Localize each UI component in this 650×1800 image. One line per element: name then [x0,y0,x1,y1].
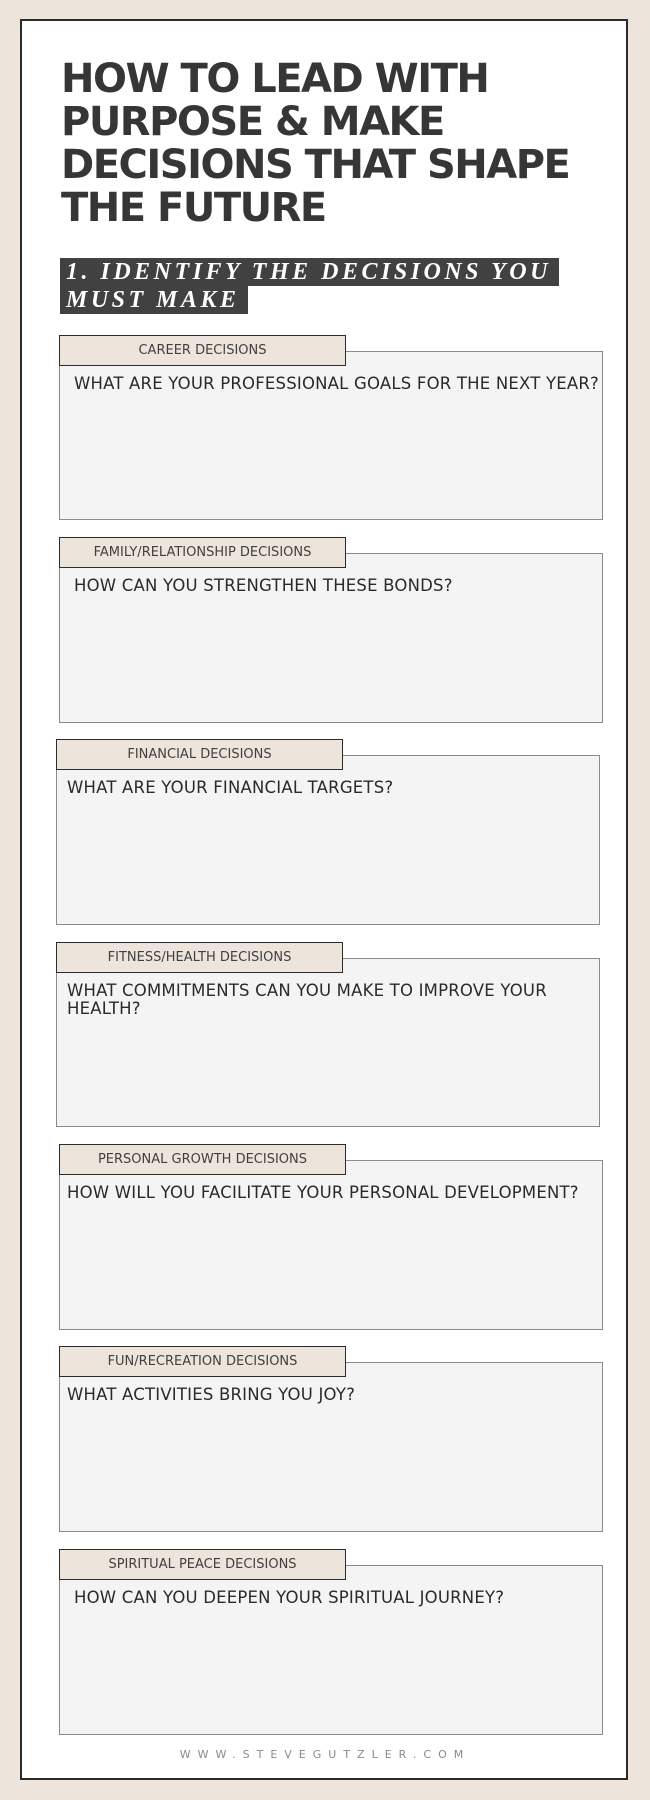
family-card [59,537,603,723]
career-question: WHAT ARE YOUR PROFESSIONAL GOALS FOR THE NEXT YEAR? [74,374,599,393]
personal-growth-question: HOW WILL YOU FACILITATE YOUR PERSONAL DEVELOPMENT? [67,1183,579,1202]
personal-growth-card [59,1144,603,1330]
career-card [59,335,603,520]
spiritual-question: HOW CAN YOU DEEPEN YOUR SPIRITUAL JOURNEY? [74,1588,505,1607]
fun-card [59,1346,603,1532]
spiritual-tab-label: SPIRITUAL PEACE DECISIONS [59,1549,346,1580]
career-tab-label: CAREER DECISIONS [59,335,346,366]
spiritual-card [59,1549,603,1735]
section-heading [60,258,600,314]
financial-card [56,739,600,925]
footer-website: WWW.STEVEGUTZLER.COM [179,1748,471,1761]
fitness-card [56,942,600,1127]
fitness-tab-label: FITNESS/HEALTH DECISIONS [56,942,343,973]
page-title: HOW TO LEAD WITH PURPOSE & MAKE DECISIONS THAT SHAPE THE FUTURE [61,56,570,231]
family-tab-label: FAMILY/RELATIONSHIP DECISIONS [59,537,346,568]
personal-growth-tab-label: PERSONAL GROWTH DECISIONS [59,1144,346,1175]
fitness-question: WHAT COMMITMENTS CAN YOU MAKE TO IMPROVE YOUR HEALTH? [67,981,547,1018]
financial-question: WHAT ARE YOUR FINANCIAL TARGETS? [67,778,394,797]
family-question: HOW CAN YOU STRENGTHEN THESE BONDS? [74,576,453,595]
financial-tab-label: FINANCIAL DECISIONS [56,739,343,770]
section-heading-text: 1. IDENTIFY THE DECISIONS YOU MUST MAKE [60,258,559,314]
fun-question: WHAT ACTIVITIES BRING YOU JOY? [67,1385,356,1404]
fun-tab-label: FUN/RECREATION DECISIONS [59,1346,346,1377]
